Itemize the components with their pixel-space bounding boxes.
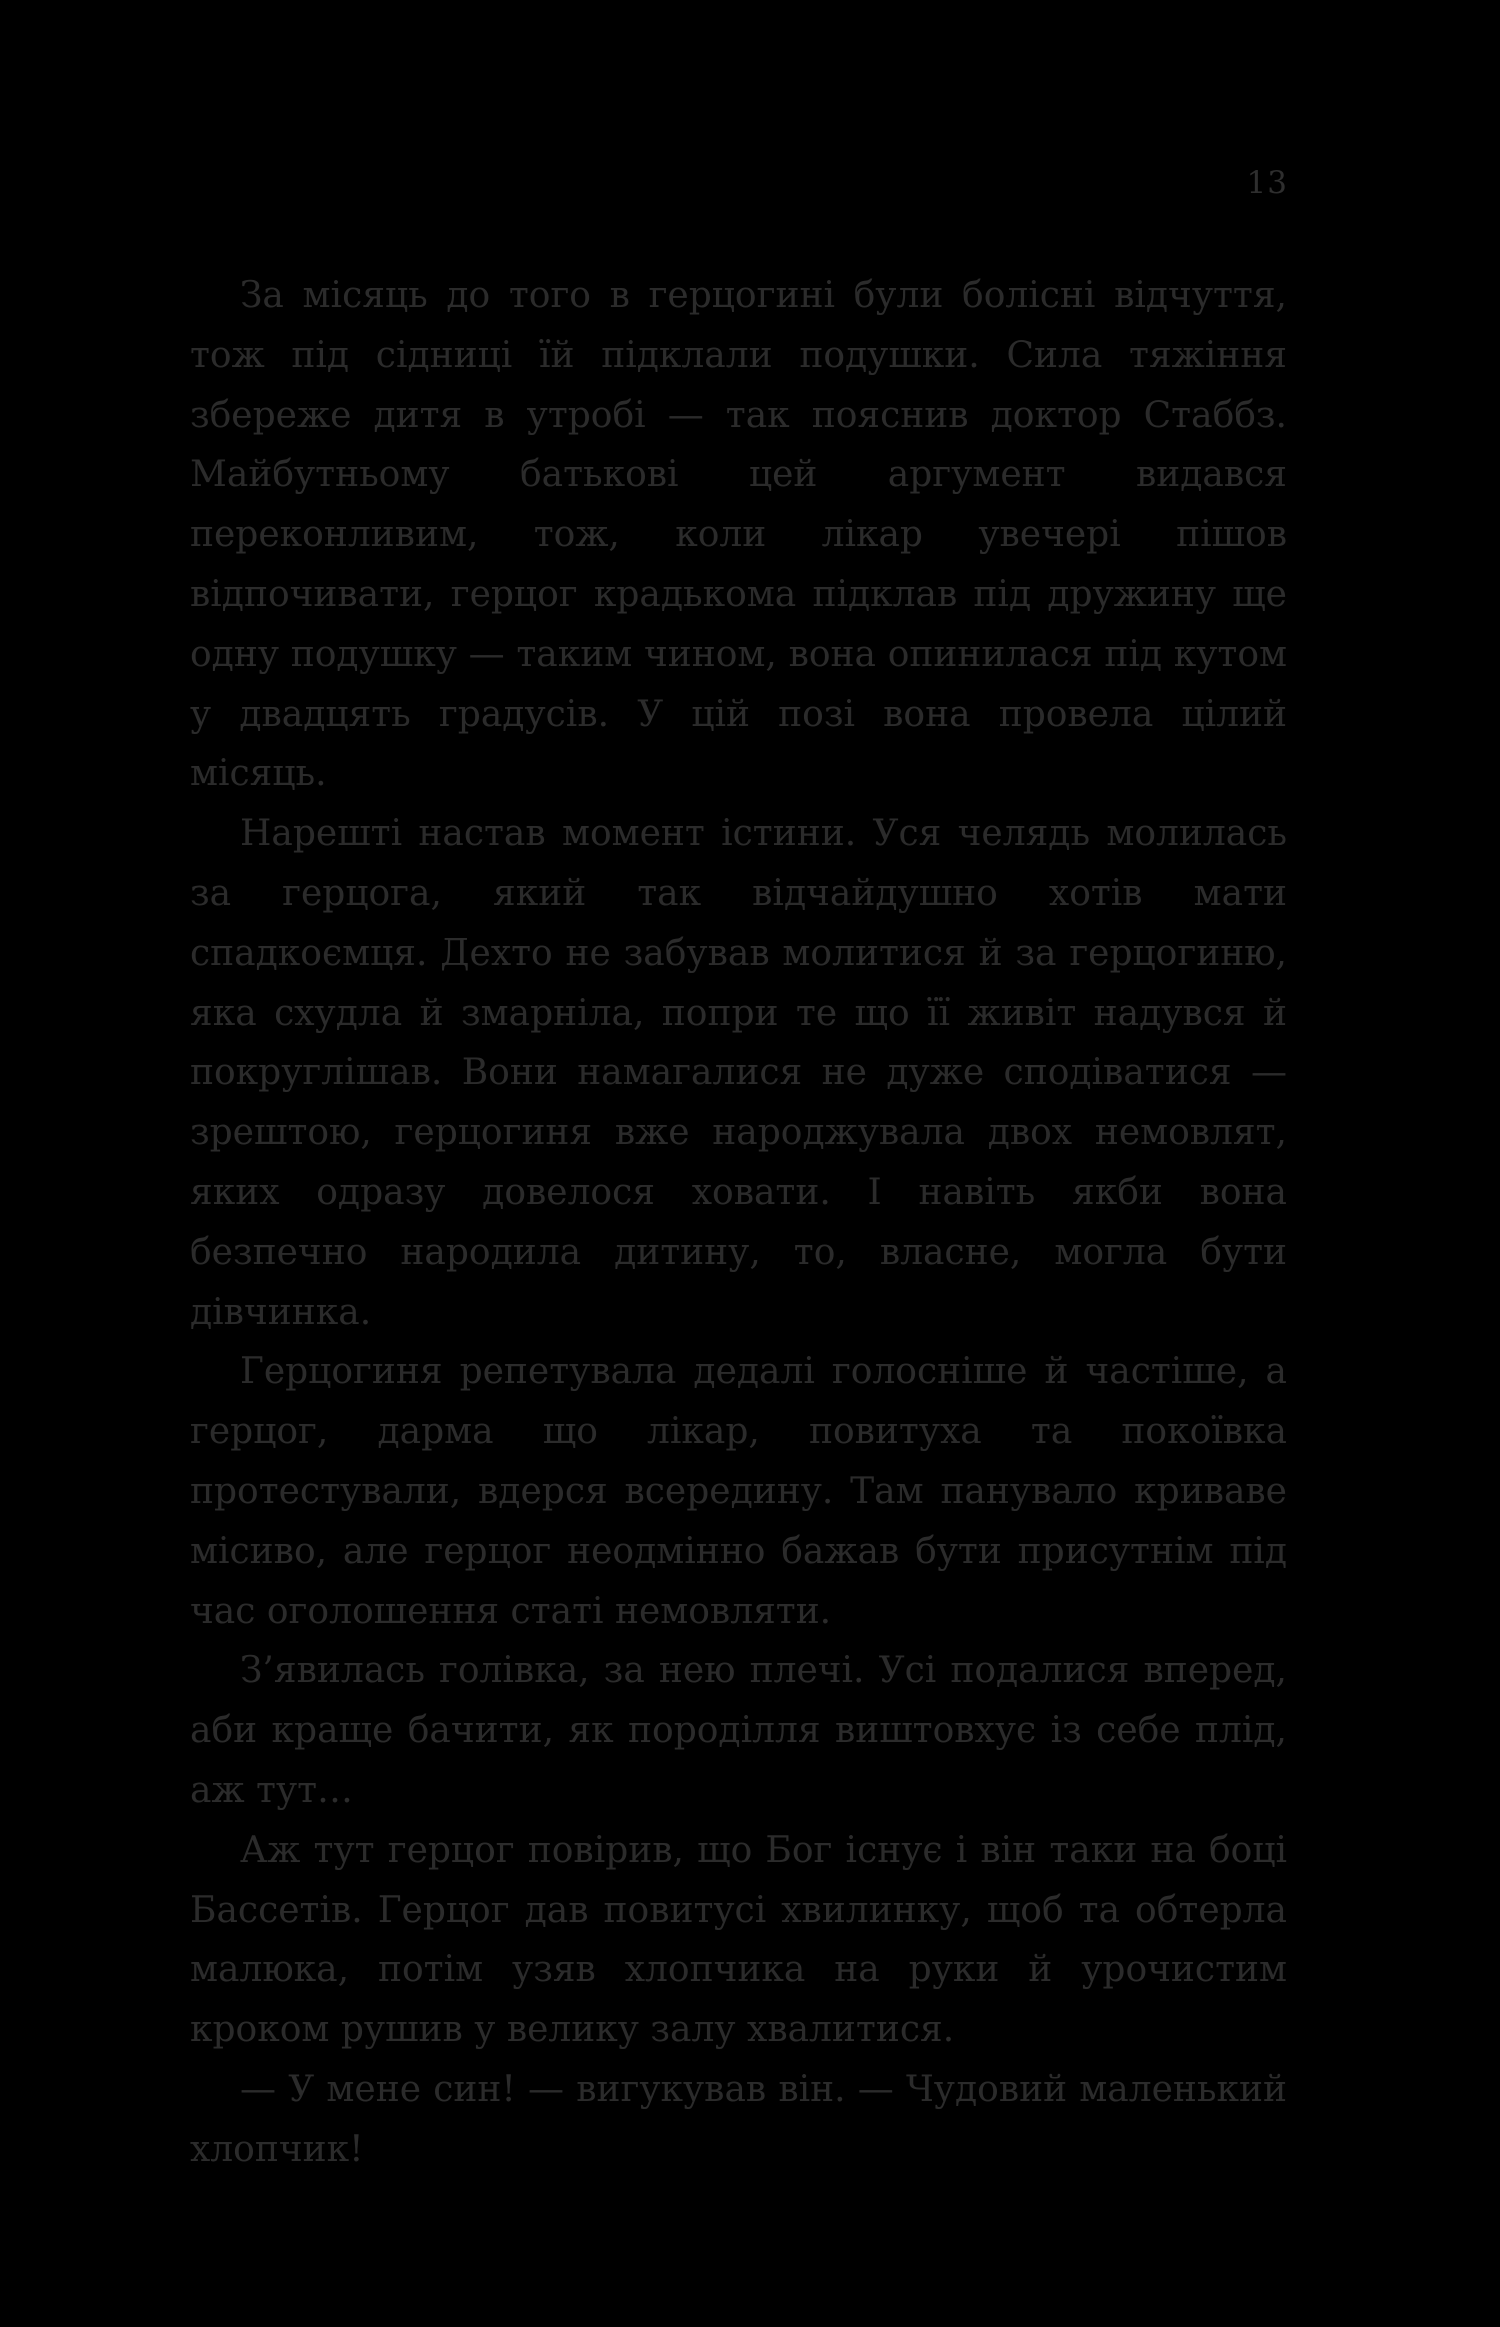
page-body bbox=[190, 266, 1287, 2180]
page-number: 13 bbox=[1246, 165, 1288, 201]
paragraph: За місяць до того в герцогині були болісні відчуття, тож під сідниці їй підклали подушки. Сила тяжіння збереже дитя в утробі — так пояснив доктор Стаббз. Майбутньому батькові цей аргумент видався переконливим, тож, коли лікар увечері пішов відпочивати, герцог крадькома підклав під дружину ще одну подушку — таким чином, вона опинилася під кутом у двадцять градусів. У цій позі вона провела цілий місяць. bbox=[190, 275, 1287, 795]
paragraph: Нарешті настав момент істини. Уся челядь молилась за герцога, який так відчайдушно хотів мати спадкоємця. Дехто не забував молитися й за герцогиню, яка схудла й змарніла, попри те що її живіт надувся й покруглішав. Вони намагалися не дуже сподіватися — зрештою, герцогиня вже народжувала двох немовлят, яких одразу довелося ховати. І навіть якби вона безпечно народила дитину, то, власне, могла бути дівчинка. bbox=[190, 813, 1287, 1333]
paragraph: Герцогиня репетувала дедалі голосніше й частіше, а герцог, дарма що лікар, повитуха та покоївка протестували, вдерся всередину. Там панувало криваве місиво, але герцог неодмінно бажав бути присутнім під час оголошення статі немовляти. bbox=[190, 1351, 1287, 1632]
paragraph: Аж тут герцог повірив, що Бог існує і він таки на боці Бассетів. Герцог дав повитусі хвилинку, щоб та обтерла малюка, потім узяв хлопчика на руки й урочистим кроком рушив у велику залу хвалитися. bbox=[190, 1829, 1287, 2051]
paragraph: З’явилась голівка, за нею плечі. Усі подалися вперед, аби краще бачити, як породілля виштовхує із себе плід, аж тут… bbox=[190, 1650, 1287, 1811]
paragraph: — У мене син! — вигукував він. — Чудовий маленький хлопчик! bbox=[190, 2068, 1287, 2170]
